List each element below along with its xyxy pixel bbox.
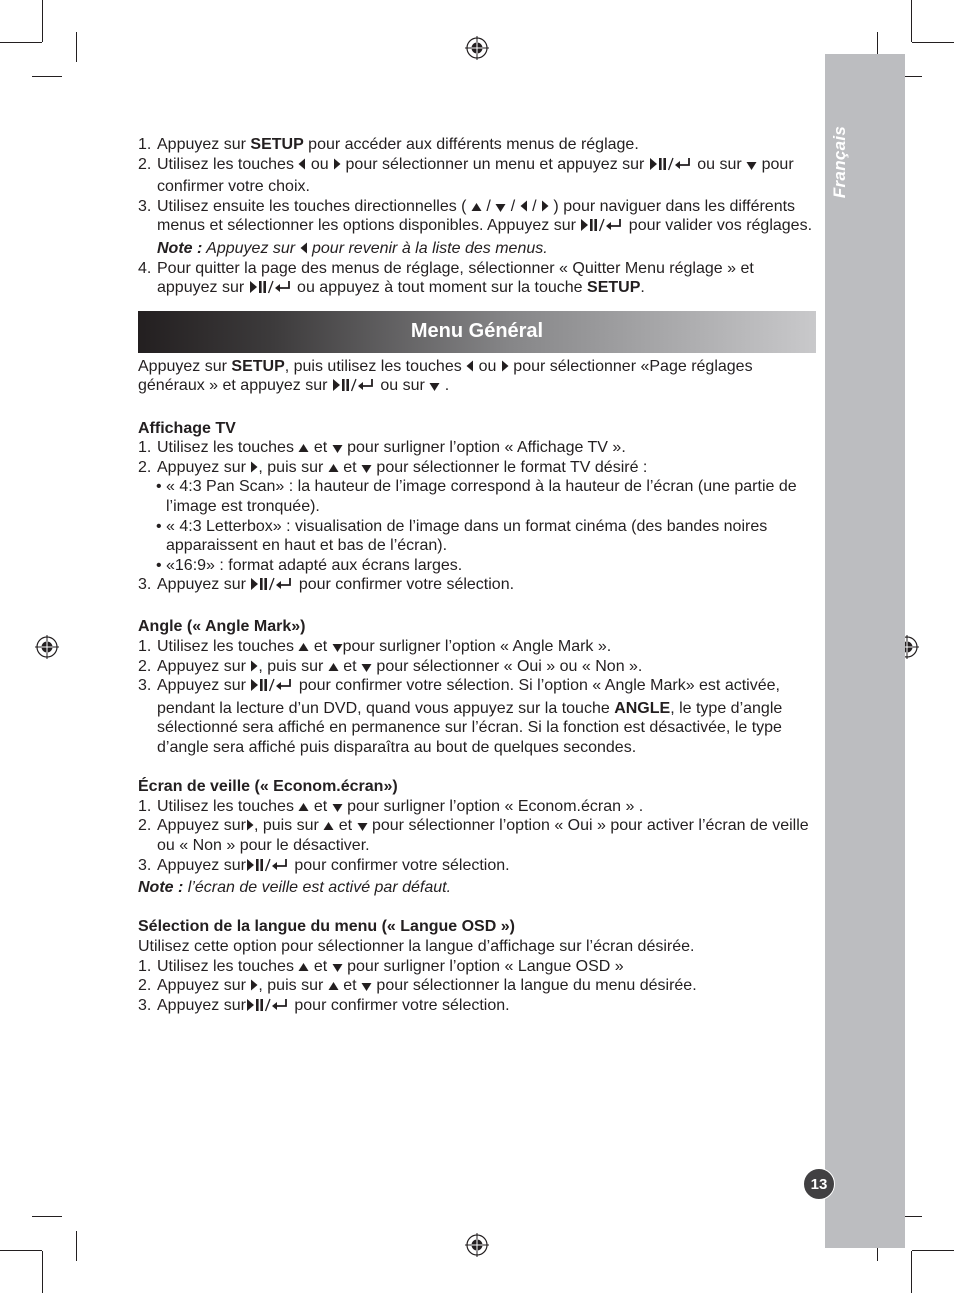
registration-mark-icon <box>465 1233 489 1257</box>
tv-option-wide: • «16:9» : format adapté aux écrans larges. <box>156 556 463 574</box>
heading-angle: Angle (« Angle Mark») <box>138 618 306 636</box>
angle-step-1: 1. Utilisez les touches et pour surligner l’option « Angle Mark ». <box>138 638 612 656</box>
section-title: Menu Général <box>410 319 544 342</box>
arrow-down-icon <box>746 160 757 170</box>
crop-mark <box>32 76 62 77</box>
intro-step-4: 4. Pour quitter la page des menus de réglage, sélectionner « Quitter Menu réglage » et appuyez sur ou appuyez à tout moment sur la touche SETUP. <box>138 259 818 301</box>
crop-mark <box>32 1216 62 1217</box>
play-pause-enter-icon <box>246 857 290 879</box>
play-pause-enter-icon <box>332 377 376 399</box>
heading-tv-display: Affichage TV <box>138 419 236 437</box>
screensaver-step-3: 3. Appuyez sur pour confirmer votre sélection. <box>138 856 818 879</box>
arrow-up-icon <box>328 662 339 672</box>
arrow-up-icon <box>323 821 334 831</box>
arrow-right-icon <box>246 819 254 831</box>
heading-screensaver: Écran de veille (« Econom.écran») <box>138 778 398 796</box>
registration-mark-icon <box>465 36 489 60</box>
section-banner <box>138 311 816 353</box>
arrow-down-icon <box>361 981 372 991</box>
osd-step-2: 2. Appuyez sur , puis sur et pour sélectionner la langue du menu désirée. <box>138 977 697 995</box>
screensaver-note: Note : l’écran de veille est activé par défaut. <box>138 879 452 897</box>
osd-step-3: 3. Appuyez sur pour confirmer votre sélection. <box>138 996 818 1019</box>
tv-step-3: 3. Appuyez sur pour confirmer votre sélection. <box>138 575 818 598</box>
play-pause-enter-icon <box>250 677 294 699</box>
crop-mark <box>912 1250 954 1251</box>
screensaver-step-1: 1. Utilisez les touches et pour surligner l’option « Econom.écran » . <box>138 797 644 815</box>
intro-note: Note : Appuyez sur pour revenir à la liste des menus. <box>157 239 548 257</box>
page-number: 13 <box>803 1168 835 1200</box>
general-intro: Appuyez sur SETUP, puis utilisez les touches ou pour sélectionner «Page réglages généraux » et appuyez sur ou sur . <box>138 357 818 399</box>
crop-mark <box>911 1251 912 1293</box>
arrow-up-icon <box>298 642 309 652</box>
arrow-up-icon <box>328 981 339 991</box>
angle-step-2: 2. Appuyez sur , puis sur et pour sélectionner « Oui » ou « Non ». <box>138 657 643 675</box>
play-pause-enter-icon <box>246 997 290 1019</box>
arrow-down-icon <box>495 202 506 212</box>
intro-step-3: 3. Utilisez ensuite les touches directionnelles ( / / / ) pour naviguer dans les différents menus et sélectionner les options disponibles. Appuyez sur pour valider vos réglages. <box>138 197 818 239</box>
crop-mark <box>42 0 43 42</box>
crop-mark <box>76 1231 77 1261</box>
play-pause-enter-icon <box>249 279 293 301</box>
tv-option-letterbox: • « 4:3 Letterbox» : visualisation de l’image dans un format cinéma (des bandes noires apparaissent en haut et bas de l’écran). <box>156 517 768 555</box>
arrow-down-icon <box>332 443 343 453</box>
arrow-down-icon <box>332 802 343 812</box>
arrow-left-icon <box>520 200 528 212</box>
arrow-down-icon <box>332 962 343 972</box>
tv-step-1: 1. Utilisez les touches et pour surligner l’option « Affichage TV ». <box>138 439 626 457</box>
intro-step-1: 1. Appuyez sur SETUP pour accéder aux différents menus de réglage. <box>138 136 639 153</box>
arrow-up-icon <box>471 202 482 212</box>
arrow-right-icon <box>501 360 509 372</box>
arrow-down-icon <box>429 381 440 391</box>
registration-mark-icon <box>35 635 59 659</box>
arrow-down-icon <box>357 821 368 831</box>
heading-osd-language: Sélection de la langue du menu (« Langue OSD ») <box>138 918 515 936</box>
crop-mark <box>911 0 912 42</box>
arrow-down-icon <box>361 662 372 672</box>
language-side-tab <box>825 54 905 1248</box>
crop-mark <box>76 32 77 62</box>
arrow-left-icon <box>300 242 308 254</box>
crop-mark <box>0 1250 42 1251</box>
arrow-down-icon <box>332 642 343 652</box>
arrow-right-icon <box>333 158 341 170</box>
arrow-up-icon <box>298 962 309 972</box>
osd-step-1: 1. Utilisez les touches et pour surligner l’option « Langue OSD » <box>138 957 624 975</box>
crop-mark <box>0 42 42 43</box>
screensaver-step-2: 2. Appuyez sur , puis sur et pour sélectionner l’option « Oui » pour activer l’écran de veille ou « Non » pour le désactiver. <box>138 817 809 854</box>
arrow-right-icon <box>541 200 549 212</box>
tv-option-pan-scan: • « 4:3 Pan Scan» : la hauteur de l’image correspond à la hauteur de l’écran (une partie de l’image est tronquée). <box>156 478 797 515</box>
crop-mark <box>42 1251 43 1293</box>
instruction-content <box>138 135 818 1018</box>
angle-step-3: 3. Appuyez sur pour confirmer votre sélection. Si l’option « Angle Mark» est activée, pendant la lecture d’un DVD, quand vous appuyez sur la touche ANGLE, le type d’angle sélectionné sera affiché en permanence sur l’écran. Si la fonction est désactivée, le type d’angle sera affiché puis disparaîtra au bout de quelques secondes. <box>138 677 783 757</box>
crop-mark <box>912 42 954 43</box>
play-pause-enter-icon <box>250 576 294 598</box>
play-pause-enter-icon <box>649 156 693 178</box>
osd-intro: Utilisez cette option pour sélectionner la langue d’affichage sur l’écran désirée. <box>138 937 695 955</box>
arrow-left-icon <box>466 360 474 372</box>
language-label: Français <box>830 125 849 199</box>
play-pause-enter-icon <box>580 217 624 239</box>
intro-step-2: 2. Utilisez les touches ou pour sélectionner un menu et appuyez sur ou sur pour confirmer votre choix. <box>138 155 794 196</box>
arrow-up-icon <box>298 802 309 812</box>
arrow-up-icon <box>298 443 309 453</box>
arrow-down-icon <box>361 463 372 473</box>
arrow-up-icon <box>328 463 339 473</box>
tv-step-2: 2. Appuyez sur , puis sur et pour sélectionner le format TV désiré : <box>138 458 648 476</box>
